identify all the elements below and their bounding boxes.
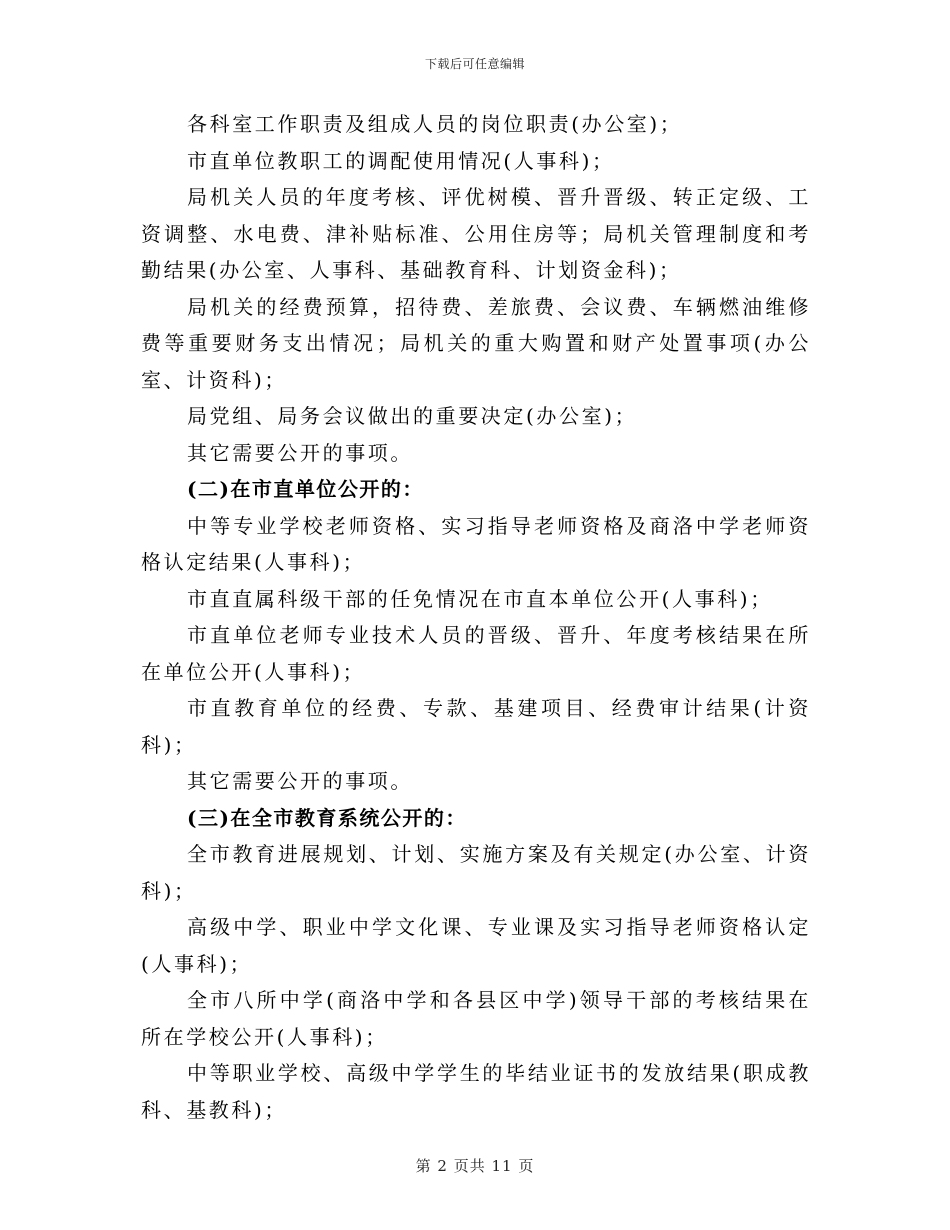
paragraph-other-matters-2: 其它需要公开的事项。 (187, 769, 413, 793)
paragraph-major-decisions: 局党组、局务会议做出的重要决定(办公室)； (187, 404, 638, 428)
paragraph-funding-audit: 市直教育单位的经费、专款、基建项目、经费审计结果(计资科)； (141, 696, 811, 757)
page-footer: 第 2 页共 11 页 (415, 1157, 535, 1175)
section-heading-municipal-units: (二)在市直单位公开的： (187, 477, 424, 501)
paragraph-teacher-qualification: 中等专业学校老师资格、实习指导老师资格及商洛中学老师资格认定结果(人事科)； (141, 513, 811, 574)
paragraph-certificate-issuance: 中等职业学校、高级中学学生的毕结业证书的发放结果(职成教科、基教科)； (141, 1061, 811, 1122)
page-header: 下载后可任意编辑 (424, 57, 525, 71)
paragraph-high-school-qualification: 高级中学、职业中学文化课、专业课及实习指导老师资格认定(人事科)； (141, 915, 811, 976)
paragraph-budget-expenses: 局机关的经费预算，招待费、差旅费、会议费、车辆燃油维修费等重要财务支出情况；局机关的重大购置和财产处置事项(办公室、计资科)； (141, 294, 811, 392)
paragraph-development-plan: 全市教育进展规划、计划、实施方案及有关规定(办公室、计资科)； (141, 842, 811, 903)
paragraph-leader-assessment: 全市八所中学(商洛中学和各县区中学)领导干部的考核结果在所在学校公开(人事科)； (141, 988, 811, 1049)
document-body (141, 106, 811, 1128)
paragraph-staff-allocation: 市直单位教职工的调配使用情况(人事科)； (187, 148, 615, 173)
section-heading-education-system: (三)在全市教育系统公开的： (187, 805, 467, 830)
paragraph-dept-duties: 各科室工作职责及组成人员的岗位职责(办公室)； (187, 112, 683, 136)
paragraph-teacher-promotion: 市直单位老师专业技术人员的晋级、晋升、年度考核结果在所在单位公开(人事科)； (141, 623, 811, 684)
paragraph-other-matters: 其它需要公开的事项。 (187, 440, 413, 465)
paragraph-annual-assessment: 局机关人员的年度考核、评优树模、晋升晋级、转正定级、工资调整、水电费、津补贴标准、公用住房等；局机关管理制度和考勤结果(办公室、人事科、基础教育科、计划资金科)； (141, 185, 811, 282)
paragraph-cadre-appointment: 市直直属科级干部的任免情况在市直本单位公开(人事科)； (187, 586, 773, 611)
